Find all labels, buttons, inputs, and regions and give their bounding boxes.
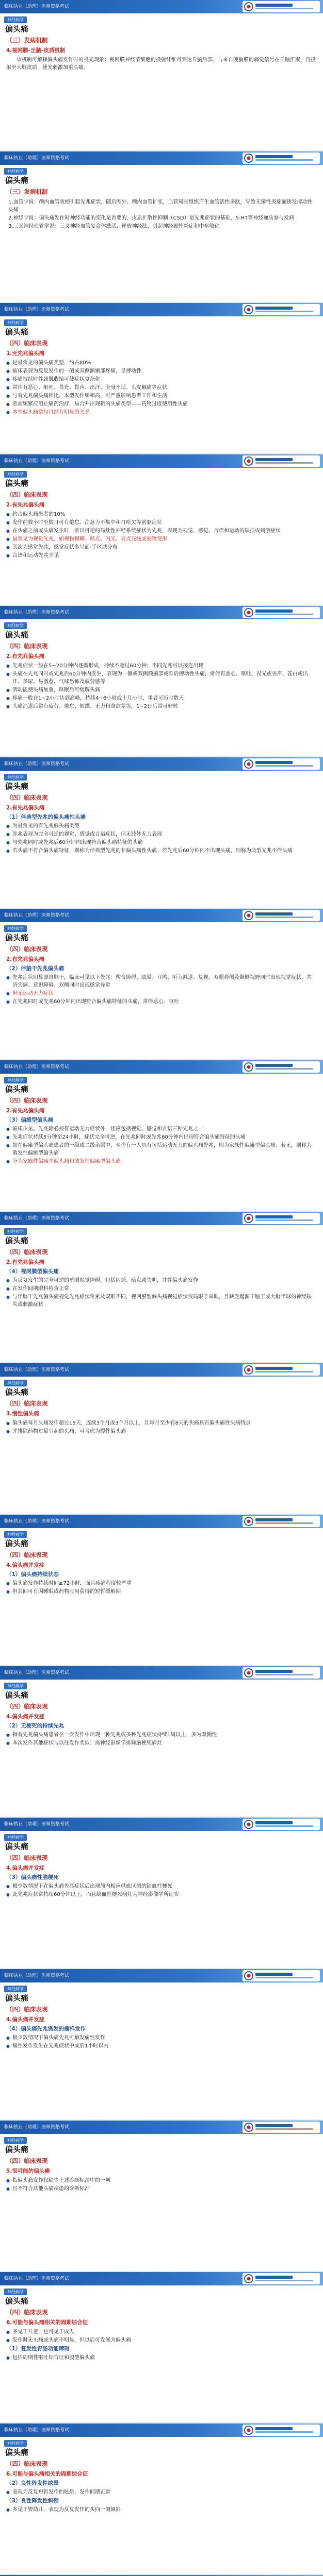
slide bbox=[0, 1666, 323, 1818]
item-heading: （4）视网膜型偏头痛 bbox=[6, 1268, 59, 1275]
section-heading: （四）临床表现 bbox=[6, 2309, 48, 2316]
bullet-item: ● 常伴有恶心、呕吐、畏光、畏声、出汗、全身不适、头皮触痛等症状 bbox=[6, 384, 316, 392]
section-heading: （四）临床表现 bbox=[6, 340, 48, 347]
brand-logo bbox=[243, 1, 320, 12]
course-tag: 神经病学 bbox=[4, 1228, 27, 1235]
slide bbox=[0, 2424, 323, 2575]
section-heading: （四）临床表现 bbox=[6, 1248, 48, 1256]
slide-body bbox=[6, 2157, 316, 2193]
logo-emblem-icon bbox=[243, 758, 320, 770]
slide bbox=[0, 2121, 323, 2272]
slide bbox=[0, 303, 323, 454]
slide bbox=[0, 1212, 323, 1363]
section-heading: （四）临床表现 bbox=[6, 2460, 48, 2467]
slide-header bbox=[0, 2272, 323, 2285]
header-text: 临床执业（助理）医师资格考试 bbox=[4, 4, 70, 9]
slide-title: 偏头痛 bbox=[5, 933, 29, 942]
header-text: 临床执业（助理）医师资格考试 bbox=[4, 459, 70, 464]
header-text: 临床执业（助理）医师资格考试 bbox=[4, 2276, 70, 2281]
header-text: 临床执业（助理）医师资格考试 bbox=[4, 2125, 70, 2130]
bullet-item: ● 在先兆同时或先兆60分钟内出现符合偏头痛特征的头痛，常伴恶心、呕吐 bbox=[6, 998, 316, 1006]
logo-emblem-icon bbox=[243, 1364, 320, 1376]
course-tag: 神经病学 bbox=[4, 1380, 27, 1386]
logo-emblem-icon bbox=[243, 1516, 320, 1527]
bullet-item: ● 包括周期性呕吐综合征和腹型偏头痛 bbox=[6, 2354, 316, 2362]
sub-heading: 5.很可能的偏头痛 bbox=[6, 2168, 50, 2174]
bullet-item: ● 头痛消退后常有疲劳、倦怠、烦躁、无力和食欲差等，1~2日后常可好转 bbox=[6, 703, 316, 710]
slide-title: 偏头痛 bbox=[5, 1236, 29, 1245]
logo-emblem-icon bbox=[243, 455, 320, 467]
course-tag: 神经病学 bbox=[4, 471, 27, 478]
slide-header bbox=[0, 454, 323, 468]
section-heading: （四）临床表现 bbox=[6, 1854, 48, 1861]
course-tag: 神经病学 bbox=[4, 1986, 27, 1992]
section-heading: （四）临床表现 bbox=[6, 1400, 48, 1407]
slide bbox=[0, 1818, 323, 1969]
sub-heading: 4.偏头痛并发症 bbox=[6, 1865, 45, 1871]
sub-heading: 6.可能与偏头痛相关的周期综合征 bbox=[6, 2471, 88, 2477]
paragraph: 该机制可解释偏头痛发作时的畏光现象：视网膜神经节细胞的投射纤维可到达丘脑后部，与来自硬脑膜的痛觉信号在丘脑汇聚，再投射至大脑皮质，使光刺激加重头痛。 bbox=[6, 57, 316, 71]
header-text: 临床执业（助理）医师资格考试 bbox=[4, 761, 70, 767]
slide bbox=[0, 1969, 323, 2121]
course-tag: 神经病学 bbox=[4, 1077, 27, 1083]
brand-logo bbox=[243, 2425, 320, 2436]
section-heading: （四）临床表现 bbox=[6, 1097, 48, 1104]
bullet-item: ● 先兆症状一般在5~20分钟内逐渐形成，持续不超过60分钟；不同先兆可以接连出现 bbox=[6, 662, 316, 670]
bullet-item: ● 临床少见。先兆除必须有运动无力症状外，还应包括视觉、感觉和言语三种先兆之一 bbox=[6, 1125, 316, 1133]
slide-header bbox=[0, 303, 323, 316]
sub-heading: 2.有先兆偏头痛 bbox=[6, 805, 45, 811]
slide-title: 偏头痛 bbox=[5, 2145, 29, 2154]
bullet-item: ● 约占偏头痛患者的10% bbox=[6, 511, 316, 518]
sub-heading: 6.可能与偏头痛相关的周期综合征 bbox=[6, 2319, 88, 2326]
header-text: 临床执业（助理）医师资格考试 bbox=[4, 1519, 70, 1524]
sub-heading: 2.有先兆偏头痛 bbox=[6, 502, 45, 508]
course-tag: 神经病学 bbox=[4, 319, 27, 326]
bullet-item: ● 先兆症状持续5分钟至24小时，症状完全可逆，在先兆同时或先兆60分钟内出现符合偏头痛特征的头痛 bbox=[6, 1133, 316, 1141]
header-text: 临床执业（助理）医师资格考试 bbox=[4, 1973, 70, 1978]
bullet-item: ● 其次为感觉先兆，感觉症状多呈面-手区域分布 bbox=[6, 544, 316, 551]
sub-heading: 4.偏头痛并发症 bbox=[6, 1714, 45, 1720]
brand-logo bbox=[243, 152, 320, 164]
bullet-item: ● 与伴脑干先兆偏头痛视觉先兆症状常累及双眼不同，视网膜型偏头痛视觉症状仅局限于单眼，且缺乏起源于脑干或大脑半球的神经缺失或刺激症状 bbox=[6, 1293, 316, 1309]
item-heading: （2）良性阵发性眩晕 bbox=[6, 2480, 59, 2486]
brand-logo bbox=[243, 1516, 320, 1527]
logo-emblem-icon bbox=[243, 1061, 320, 1073]
slide-body bbox=[6, 1551, 316, 1596]
course-tag: 神经病学 bbox=[4, 2137, 27, 2144]
sub-heading: 4.视网膜-丘脑-皮质机制 bbox=[6, 47, 66, 54]
bullet-item: ● 常需频繁应用止痛药治疗，易合并出现新的头痛类型——药物过度使用性头痛 bbox=[6, 400, 316, 408]
slide-body bbox=[6, 642, 316, 711]
highlight-item: ● 最常见为视觉先兆，如视物模糊、暗点、闪光、亮点亮线或视物变形 bbox=[6, 535, 316, 543]
brand-logo bbox=[243, 1819, 320, 1830]
logo-emblem-icon bbox=[243, 1213, 320, 1224]
bullet-item: ● 活动能使头痛加重，睡眠后可缓解头痛 bbox=[6, 686, 316, 694]
bullet-item: ● 与先兆同时或先兆后60分钟内出现符合偏头痛特征的头痛 bbox=[6, 839, 316, 846]
numbered-item: 2.神经学说：偏头痛发作时神经功能的变化是首要的，皮质扩散性抑制（CSD）是先兆症状的基础，5-HT等神经递质参与发病 bbox=[8, 215, 295, 221]
slide-body bbox=[6, 2460, 316, 2514]
course-tag: 神经病学 bbox=[4, 774, 27, 781]
slide bbox=[0, 1515, 323, 1666]
slide bbox=[0, 0, 323, 151]
numbered-item: 1.血管学说：颅内血管收缩引起先兆症状，随后颅外、颅内血管扩张，血管周围组织产生血管活性多肽，导致无菌性炎症而诱发搏动性头痛 bbox=[8, 199, 313, 213]
brand-logo bbox=[243, 607, 320, 618]
logo-emblem-icon bbox=[243, 152, 320, 164]
slide-title: 偏头痛 bbox=[5, 2448, 29, 2457]
slide-body bbox=[6, 1400, 316, 1436]
course-tag: 神经病学 bbox=[4, 168, 27, 175]
bullet-item: ● 表现为反复短暂发作的眩晕，发作间期正常 bbox=[6, 2488, 316, 2496]
highlight-item: ● 分为家族性偏瘫型偏头痛和散发性偏瘫型偏头痛 bbox=[6, 1158, 316, 1165]
slide-header bbox=[0, 1363, 323, 1377]
slide bbox=[0, 1363, 323, 1515]
slide-title: 偏头痛 bbox=[5, 782, 29, 791]
slide-header bbox=[0, 1818, 323, 1831]
sub-heading: 1.无先兆偏头痛 bbox=[6, 350, 45, 357]
slide-body bbox=[6, 2309, 316, 2362]
slide-header bbox=[0, 909, 323, 922]
brand-logo bbox=[243, 304, 320, 315]
section-heading: （四）临床表现 bbox=[6, 2006, 48, 2013]
section-heading: （四）临床表现 bbox=[6, 491, 48, 498]
sub-heading: 4.偏头痛并发症 bbox=[6, 2016, 45, 2023]
brand-logo bbox=[243, 2273, 320, 2284]
header-text: 临床执业（助理）医师资格考试 bbox=[4, 610, 70, 615]
item-heading: （2）伴脑干先兆偏头痛 bbox=[6, 965, 64, 972]
bullet-item: ● 且不符合其他头痛疾患的诊断标准 bbox=[6, 2185, 316, 2193]
brand-logo bbox=[243, 1061, 320, 1073]
slide-body bbox=[6, 1703, 316, 1748]
course-tag: 神经病学 bbox=[4, 1531, 27, 1538]
course-tag: 神经病学 bbox=[4, 1683, 27, 1689]
slide-header bbox=[0, 1515, 323, 1528]
item-heading: （1）复发性胃肠功能障碍 bbox=[6, 2346, 70, 2352]
brand-logo bbox=[243, 758, 320, 770]
bullet-item: ● 疼痛一般在1~2小时达到高峰，持续4~6小时或十几小时，重者可历时数天 bbox=[6, 694, 316, 702]
header-text: 临床执业（助理）医师资格考试 bbox=[4, 1064, 70, 1070]
bullet-item: ● 发作前数小时至数日可有倦怠、注意力不集中和打哈欠等前驱症状 bbox=[6, 519, 316, 527]
item-heading: （2）无梗死的持续先兆 bbox=[6, 1723, 64, 1729]
bullet-item: ● 在发作间期眼科检查正常 bbox=[6, 1285, 316, 1293]
slide-body bbox=[6, 340, 316, 417]
section-heading: （四）临床表现 bbox=[6, 1551, 48, 1558]
item-heading: （1）偏头痛持续状态 bbox=[6, 1571, 59, 1578]
header-text: 临床执业（助理）医师资格考试 bbox=[4, 913, 70, 918]
sub-heading: 2.有先兆偏头痛 bbox=[6, 653, 45, 659]
slide-title: 偏头痛 bbox=[5, 24, 29, 33]
slide-header bbox=[0, 606, 323, 619]
slide-header bbox=[0, 2424, 323, 2437]
slide-header bbox=[0, 1212, 323, 1225]
bullet-item: ● 偏头痛每月头痛发作超过15天，连续3个月或3个月以上，且每月至少有8天的头痛具有偏头痛性头痛特点 bbox=[6, 1419, 316, 1427]
slide-title: 偏头痛 bbox=[5, 1993, 29, 2003]
header-text: 临床执业（助理）医师资格考试 bbox=[4, 1367, 70, 1372]
sub-heading: 2.有先兆偏头痛 bbox=[6, 1259, 45, 1265]
bullet-item: ● 多见于婴幼儿，表现为反复发作的头向一侧倾斜 bbox=[6, 2506, 316, 2514]
slide-header bbox=[0, 2121, 323, 2134]
slide-title: 偏头痛 bbox=[5, 1084, 29, 1094]
brand-logo bbox=[243, 1667, 320, 1679]
bullet-item: ● 发作时无头痛或头痛不明显，但以后可发展为偏头痛 bbox=[6, 2336, 316, 2344]
course-tag: 神经病学 bbox=[4, 925, 27, 932]
brand-logo bbox=[243, 2122, 320, 2133]
slide-header bbox=[0, 757, 323, 771]
bullet-item: ● 痫性发作发生在先兆症状中或后1小时以内 bbox=[6, 2042, 316, 2050]
highlight-item: ● 本型偏头痛常与月经有明显的关系 bbox=[6, 409, 316, 416]
header-text: 临床执业（助理）医师资格考试 bbox=[4, 1670, 70, 1675]
sub-heading: 4.偏头痛并发症 bbox=[6, 1562, 45, 1568]
bullet-item: ● 指有先兆偏头痛患者在一次发作中出现一种先兆或多种先兆症状持续1周以上，多为双侧性 bbox=[6, 1731, 316, 1739]
logo-emblem-icon bbox=[243, 2425, 320, 2436]
sub-heading: 3.慢性偏头痛 bbox=[6, 1411, 39, 1417]
section-heading: （四）临床表现 bbox=[6, 642, 48, 650]
item-heading: （1）伴典型先兆的偏头痛性头痛 bbox=[6, 814, 86, 820]
slide bbox=[0, 2272, 323, 2424]
header-text: 临床执业（助理）医师资格考试 bbox=[4, 1822, 70, 1827]
logo-emblem-icon bbox=[243, 2273, 320, 2284]
bullet-item: ● 多见于儿童，也可见于成人 bbox=[6, 2328, 316, 2336]
course-tag: 神经病学 bbox=[4, 1834, 27, 1841]
slide bbox=[0, 454, 323, 606]
logo-emblem-icon bbox=[243, 304, 320, 315]
bullet-item: ● 头痛在先兆同时或先兆后60分钟内发生，表现为一侧或双侧额颞部或眶后搏动性头痛，常伴有恶心、呕吐、畏光或畏声、苍白或出汗、多尿、易激惹、气味恐怖及疲劳感等 bbox=[6, 670, 316, 686]
bullet-item: ● 先兆症状明显源自脑干，临床可见以下先兆：构音障碍、眩晕、耳鸣、听力减退、复视、双眼鼻侧及颞侧视野同时出现视觉症状、共济失调、意识障碍、双侧同时出现感觉异常 bbox=[6, 974, 316, 989]
section-heading: （四）临床表现 bbox=[6, 2157, 48, 2164]
bullet-item: ● 疼痛持续时伴颈肌收缩可使症状复杂化 bbox=[6, 376, 316, 383]
slide-body bbox=[6, 1854, 316, 1899]
slide-body bbox=[6, 945, 316, 1006]
slide-title: 偏头痛 bbox=[5, 1387, 29, 1397]
slide-body bbox=[6, 37, 316, 72]
bullet-item: ● 如在偏瘫型偏头痛患者的一级或二级亲属中，至少有一人具有包括运动无力的偏头痛先兆，则为家族性偏瘫型偏头痛；若无，则称为散发性偏瘫型偏头痛 bbox=[6, 1142, 316, 1157]
section-heading: （四）临床表现 bbox=[6, 1703, 48, 1710]
item-heading: （3）偏头痛性脑梗死 bbox=[6, 1874, 59, 1880]
numbered-item: 3.三叉神经血管学说：三叉神经血管复合体激活，释放神经肽，引起神经源性炎症和中枢敏化 bbox=[8, 224, 220, 229]
logo-emblem-icon bbox=[243, 607, 320, 618]
bullet-item: ● 临床表现为反复发作的一侧或双侧额颞部疼痛，呈搏动性 bbox=[6, 367, 316, 375]
slide-header bbox=[0, 1060, 323, 1074]
slide-title: 偏头痛 bbox=[5, 1842, 29, 1851]
slide-body bbox=[6, 794, 316, 855]
bullet-item: ● 极少数情况下在偏头痛先兆症状后出现颅内相应供血区域的缺血性梗死 bbox=[6, 1883, 316, 1890]
slide bbox=[0, 606, 323, 757]
highlight-item: ● 但无运动无力症状 bbox=[6, 990, 316, 997]
slide bbox=[0, 757, 323, 909]
slide-header bbox=[0, 151, 323, 165]
slide-title: 偏头痛 bbox=[5, 2296, 29, 2306]
bullet-item: ● 言语和运动先兆少见 bbox=[6, 552, 316, 560]
logo-emblem-icon bbox=[243, 910, 320, 921]
bullet-item: ● 并排除药物过量引起的头痛，可考虑为慢性偏头痛 bbox=[6, 1428, 316, 1435]
slide bbox=[0, 909, 323, 1060]
section-heading: （四）临床表现 bbox=[6, 794, 48, 801]
bullet-item: ● 本次发作其他症状与以往发作类似；需神经影像学排除脑梗死病灶 bbox=[6, 1739, 316, 1747]
bullet-item: ● 是最常见的偏头痛类型，约占80% bbox=[6, 359, 316, 367]
slide-body bbox=[6, 188, 316, 231]
section-heading: （三）发病机制 bbox=[6, 188, 48, 195]
course-tag: 神经病学 bbox=[4, 622, 27, 629]
slide-title: 偏头痛 bbox=[5, 1539, 29, 1548]
header-text: 临床执业（助理）医师资格考试 bbox=[4, 307, 70, 312]
course-tag: 神经病学 bbox=[4, 16, 27, 23]
brand-logo bbox=[243, 1213, 320, 1224]
bullet-item: ● 为反复发生的完全可逆的单眼视觉障碍，包括闪烁、暗点或失明，并伴偏头痛发作 bbox=[6, 1277, 316, 1284]
slide bbox=[0, 1060, 323, 1212]
slide-header bbox=[0, 0, 323, 13]
brand-logo bbox=[243, 1970, 320, 1981]
logo-emblem-icon bbox=[243, 2122, 320, 2133]
slide bbox=[0, 151, 323, 303]
slide-body bbox=[6, 2006, 316, 2050]
slide-title: 偏头痛 bbox=[5, 630, 29, 639]
bullet-item: ● 先兆表现为完全可逆的视觉、感觉或言语症状，但无肢体无力表现 bbox=[6, 831, 316, 838]
brand-logo bbox=[243, 1364, 320, 1376]
logo-emblem-icon bbox=[243, 1819, 320, 1830]
logo-emblem-icon bbox=[243, 1, 320, 12]
section-heading: （四）临床表现 bbox=[6, 945, 48, 953]
bullet-item: ● 为最常见的有先兆偏头痛类型 bbox=[6, 822, 316, 830]
course-tag: 神经病学 bbox=[4, 2440, 27, 2447]
header-text: 临床执业（助理）医师资格考试 bbox=[4, 2428, 70, 2433]
slide-title: 偏头痛 bbox=[5, 176, 29, 185]
item-heading: （3）良性阵发性斜颈 bbox=[6, 2498, 59, 2504]
slide-title: 偏头痛 bbox=[5, 327, 29, 336]
bullet-item: ● 但其间可有因睡眠或药物应用获得的短暂缓解期 bbox=[6, 1588, 316, 1596]
slide-body bbox=[6, 1097, 316, 1166]
bullet-item: ● 此先兆症状常持续60分钟以上，而且缺血性梗死病灶为神经影像学所证实 bbox=[6, 1891, 316, 1899]
header-text: 临床执业（助理）医师资格考试 bbox=[4, 156, 70, 161]
bullet-item: ● 与有先兆偏头痛相比，本型发作频率高，可严重影响患者工作和生活 bbox=[6, 392, 316, 400]
bullet-item: ● 偏头痛发作持续时间≥72小时，而且疼痛程度较严重 bbox=[6, 1580, 316, 1587]
logo-emblem-icon bbox=[243, 1970, 320, 1981]
brand-logo bbox=[243, 910, 320, 921]
header-text: 临床执业（助理）医师资格考试 bbox=[4, 1216, 70, 1221]
brand-logo bbox=[243, 455, 320, 467]
slide-header bbox=[0, 1969, 323, 1982]
slide-title: 偏头痛 bbox=[5, 1690, 29, 1700]
bullet-item: ● 在头痛之前或头痛发生时，常以可逆的局灶性神经系统症状为先兆，表现为视觉、感觉、言语和运动的缺损或刺激症状 bbox=[6, 527, 316, 535]
bullet-item: ● 极少数情况下偏头痛先兆可触发痫性发作 bbox=[6, 2034, 316, 2042]
course-tag: 神经病学 bbox=[4, 2289, 27, 2295]
slide-body bbox=[6, 1248, 316, 1309]
sub-heading: 2.有先兆偏头痛 bbox=[6, 956, 45, 962]
item-heading: （4）偏头痛先兆诱发的痫样发作 bbox=[6, 2026, 86, 2032]
item-heading: （3）偏瘫型偏头痛 bbox=[6, 1117, 54, 1123]
bullet-item: ● 若头痛不符合偏头痛特征，则称为伴典型先兆的非偏头痛性头痛；若先兆后60分钟内不出现头痛，则称为典型先兆不伴头痛 bbox=[6, 847, 316, 855]
logo-emblem-icon bbox=[243, 1667, 320, 1679]
section-heading: （三）发病机制 bbox=[6, 37, 48, 44]
slide-body bbox=[6, 491, 316, 560]
slide-title: 偏头痛 bbox=[5, 479, 29, 488]
slide-header bbox=[0, 1666, 323, 1680]
sub-heading: 2.有先兆偏头痛 bbox=[6, 1108, 45, 1114]
bullet-item: ● 指偏头痛发作仅缺少上述诊断标准中的一项 bbox=[6, 2177, 316, 2184]
